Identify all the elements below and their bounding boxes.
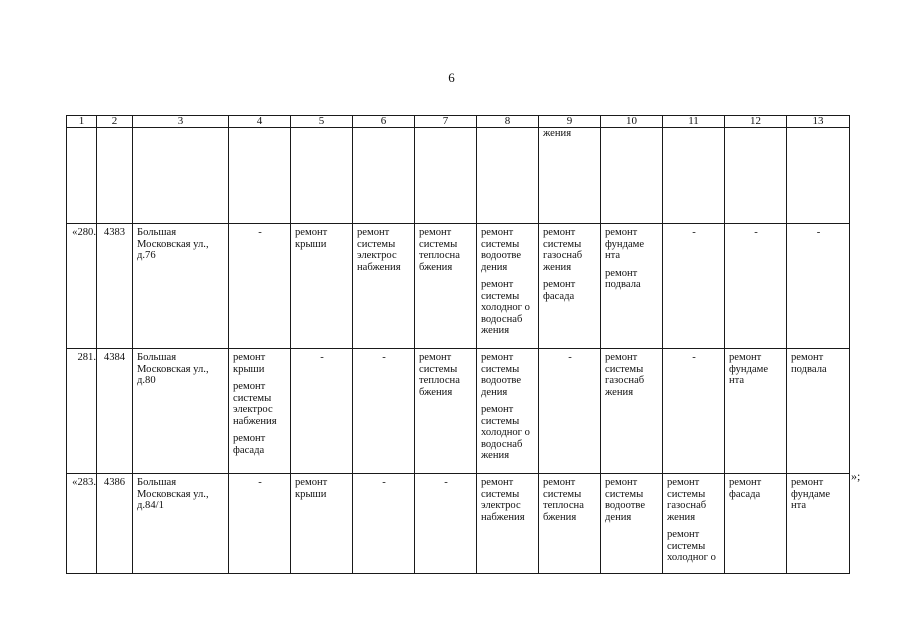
no-work-dash: - xyxy=(258,477,262,488)
work-cell-col-7 xyxy=(415,224,477,349)
work-cell-col-10 xyxy=(601,349,663,474)
column-number: 6 xyxy=(353,116,415,128)
work-item: ремонт системы газоснаб жения xyxy=(543,227,583,273)
work-cell-col-13 xyxy=(787,224,850,349)
no-work-dash: - xyxy=(444,477,448,488)
column-number: 8 xyxy=(477,116,539,128)
work-item: ремонт фасада xyxy=(729,477,762,500)
column-number: 12 xyxy=(725,116,787,128)
table-cell xyxy=(133,128,229,224)
work-cell-col-7 xyxy=(415,349,477,474)
work-cell-col-5 xyxy=(291,474,353,574)
table-cell xyxy=(415,128,477,224)
work-item: ремонт фасада xyxy=(543,279,576,302)
work-item: ремонт системы электрос набжения xyxy=(357,227,401,273)
column-number: 7 xyxy=(415,116,477,128)
address-cell: Большая Московская ул., д.84/1 xyxy=(133,474,229,574)
table-cell xyxy=(67,128,97,224)
closing-quote-mark: »; xyxy=(851,469,861,483)
work-cell-col-6 xyxy=(353,224,415,349)
column-number: 2 xyxy=(97,116,133,128)
address-cell: Большая Московская ул., д.76 xyxy=(133,224,229,349)
work-cell-col-8 xyxy=(477,224,539,349)
work-cell-col-10 xyxy=(601,224,663,349)
no-work-dash: - xyxy=(692,352,696,363)
table-cell xyxy=(601,128,663,224)
work-item: ремонт фундаме нта xyxy=(605,227,645,261)
work-item: ремонт системы электрос набжения xyxy=(481,477,525,523)
work-cell-col-12 xyxy=(725,224,787,349)
column-number: 10 xyxy=(601,116,663,128)
no-work-dash: - xyxy=(754,227,758,238)
house-id-cell: 4386 xyxy=(97,474,133,574)
no-work-dash: - xyxy=(382,477,386,488)
page-number: 6 xyxy=(448,70,455,85)
no-work-dash: - xyxy=(692,227,696,238)
work-item: ремонт фасада xyxy=(233,433,266,456)
table-cell xyxy=(229,128,291,224)
house-id-cell: 4384 xyxy=(97,349,133,474)
work-item: ремонт системы газоснаб жения xyxy=(605,352,645,398)
work-item: ремонт крыши xyxy=(295,477,328,500)
work-cell-col-11 xyxy=(663,349,725,474)
work-cell-col-4 xyxy=(229,224,291,349)
work-item: ремонт крыши xyxy=(233,352,266,375)
column-number: 5 xyxy=(291,116,353,128)
work-item: ремонт системы теплосна бжения xyxy=(543,477,584,523)
table-cell xyxy=(787,128,850,224)
table-cell xyxy=(353,128,415,224)
work-cell-col-6 xyxy=(353,474,415,574)
work-item: ремонт системы водоотве дения xyxy=(605,477,646,523)
column-number: 11 xyxy=(663,116,725,128)
no-work-dash: - xyxy=(320,352,324,363)
column-number: 3 xyxy=(133,116,229,128)
row-number-cell: «280. xyxy=(67,224,97,349)
work-cell-col-5 xyxy=(291,224,353,349)
table-cell xyxy=(477,128,539,224)
work-item: ремонт системы теплосна бжения xyxy=(419,352,460,398)
no-work-dash: - xyxy=(816,227,821,238)
work-cell-col-8 xyxy=(477,474,539,574)
work-cell-col-9 xyxy=(539,474,601,574)
work-item: ремонт системы холодног о водоснаб жения xyxy=(481,279,530,336)
column-number-row xyxy=(67,116,850,128)
work-cell-col-4 xyxy=(229,349,291,474)
work-item: ремонт системы холодног о xyxy=(667,529,716,563)
no-work-dash: - xyxy=(568,352,572,363)
row-number-cell: «283. xyxy=(67,474,97,574)
work-cell-col-9 xyxy=(539,349,601,474)
table-row xyxy=(67,349,850,474)
table-cell xyxy=(97,128,133,224)
work-cell-col-9 xyxy=(539,224,601,349)
work-cell-col-4 xyxy=(229,474,291,574)
column-number: 9 xyxy=(539,116,601,128)
table-cell xyxy=(663,128,725,224)
work-cell-col-11 xyxy=(663,224,725,349)
work-cell-col-13 xyxy=(787,349,850,474)
work-item: ремонт фундаме нта xyxy=(791,477,831,511)
table-row xyxy=(67,224,850,349)
continued-text: жения xyxy=(543,128,572,139)
work-item: ремонт подвала xyxy=(605,267,641,290)
work-cell-col-7 xyxy=(415,474,477,574)
table-cell xyxy=(291,128,353,224)
work-item: ремонт крыши xyxy=(295,227,328,250)
address-cell: Большая Московская ул., д.80 xyxy=(133,349,229,474)
table-cell xyxy=(539,128,601,224)
no-work-dash: - xyxy=(258,227,262,238)
work-cell-col-5 xyxy=(291,349,353,474)
work-item: ремонт системы водоотве дения xyxy=(481,227,522,273)
work-cell-col-6 xyxy=(353,349,415,474)
work-cell-col-13 xyxy=(787,474,850,574)
work-item: ремонт системы теплосна бжения xyxy=(419,227,460,273)
table-cell xyxy=(725,128,787,224)
work-item: ремонт подвала xyxy=(791,352,827,375)
table-row xyxy=(67,474,850,574)
work-item: ремонт системы холодног о водоснаб жения xyxy=(481,404,530,461)
column-number: 1 xyxy=(67,116,97,128)
no-work-dash: - xyxy=(382,352,386,363)
work-item: ремонт системы водоотве дения xyxy=(481,352,522,398)
repair-schedule-table xyxy=(66,115,850,574)
work-cell-col-11 xyxy=(663,474,725,574)
work-item: ремонт системы электрос набжения xyxy=(233,381,277,427)
column-number: 13 xyxy=(787,116,850,128)
work-cell-col-8 xyxy=(477,349,539,474)
work-cell-col-12 xyxy=(725,349,787,474)
column-number: 4 xyxy=(229,116,291,128)
work-item: ремонт системы газоснаб жения xyxy=(667,477,707,523)
continuation-row xyxy=(67,128,850,224)
work-cell-col-10 xyxy=(601,474,663,574)
house-id-cell: 4383 xyxy=(97,224,133,349)
work-item: ремонт фундаме нта xyxy=(729,352,769,386)
row-number-cell: 281. xyxy=(67,349,97,474)
work-cell-col-12 xyxy=(725,474,787,574)
